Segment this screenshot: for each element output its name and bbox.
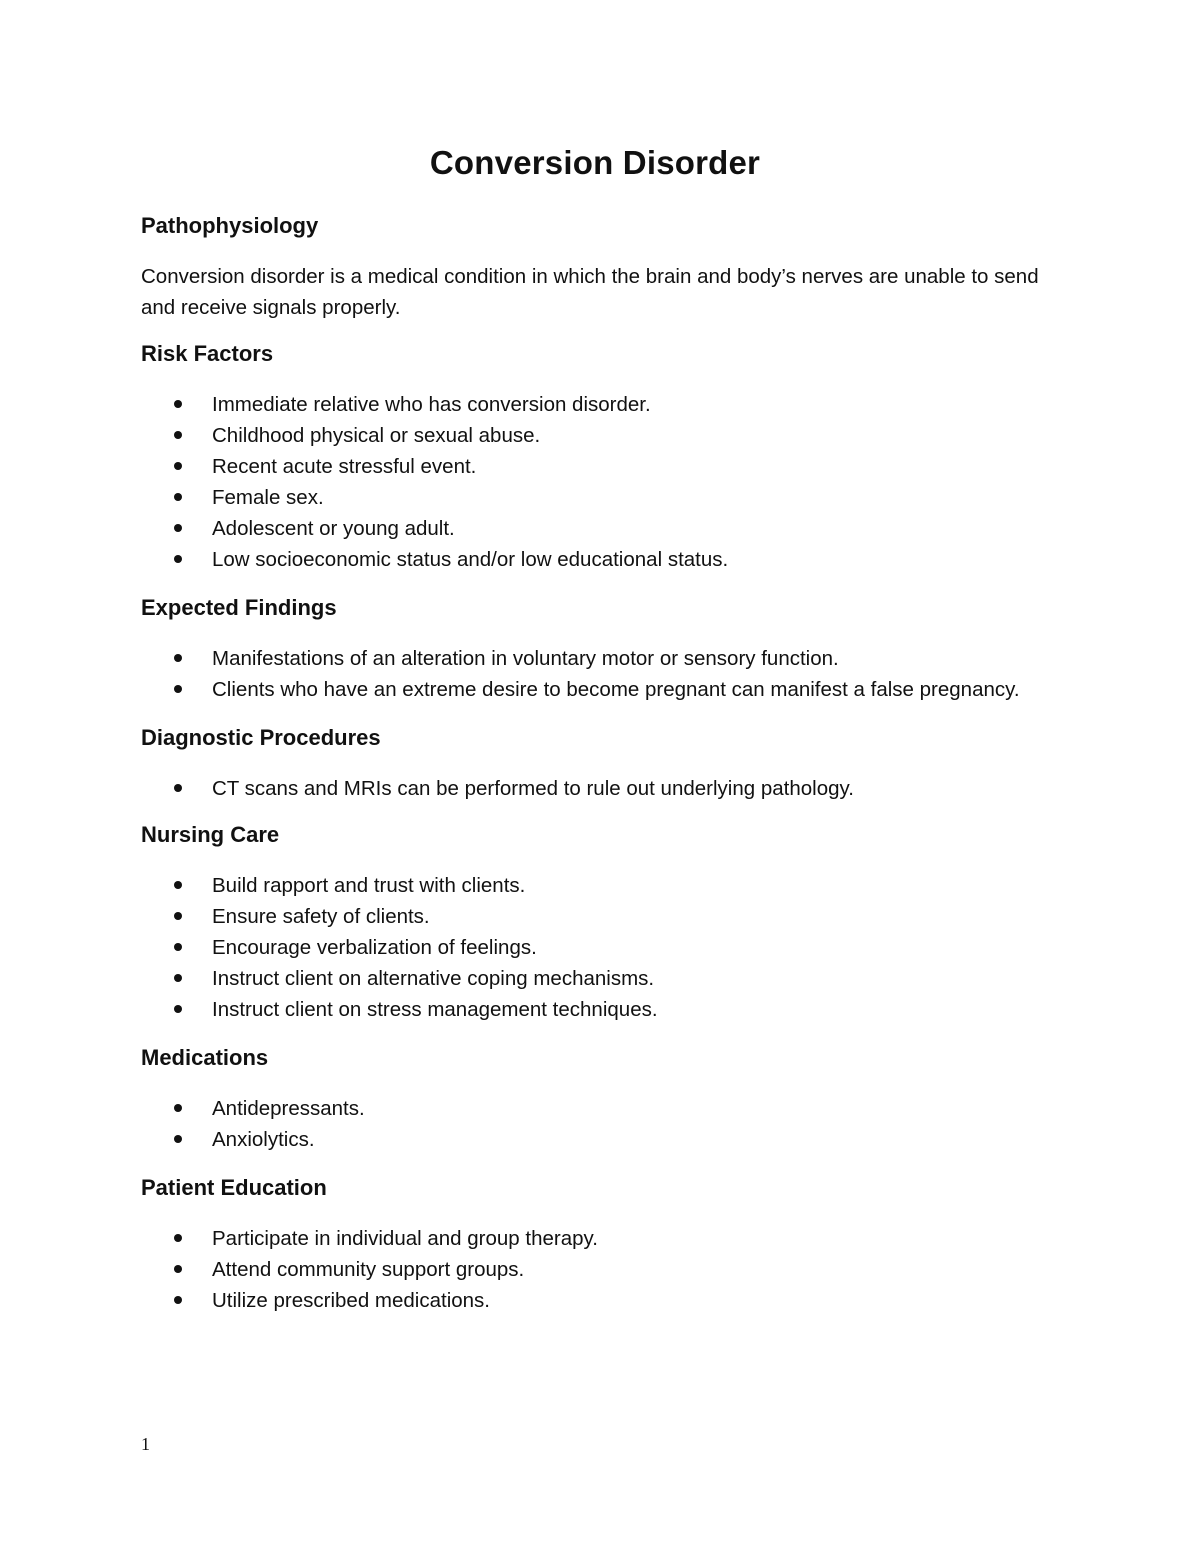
bullet-icon [174,1265,182,1273]
page-number: 1 [141,1434,150,1454]
bullet-icon [174,400,182,408]
list-item [141,773,854,804]
bullet-icon [174,1135,182,1143]
heading-diagnostic-procedures: Diagnostic Procedures [141,725,381,750]
list-item-text: Clients who have an extreme desire to become pregnant can manifest a false pregnancy. [212,678,1020,701]
list-item [141,1285,598,1316]
expected-findings-list [141,643,1020,705]
bullet-icon [174,974,182,982]
list-item [141,1254,598,1285]
list-item-text: Manifestations of an alteration in voluntary motor or sensory function. [212,647,839,670]
page-title: Conversion Disorder [429,144,761,181]
bullet-icon [174,1104,182,1112]
list-item [141,1223,598,1254]
list-item [141,389,728,420]
list-item [141,1093,365,1124]
list-item-text: Antidepressants. [212,1097,365,1120]
heading-pathophysiology: Pathophysiology [141,213,319,238]
pathophysiology-text: Conversion disorder is a medical condition in which the brain and body’s nerves are unable to send and receive signals properly. [141,265,1039,319]
list-item-text: Build rapport and trust with clients. [212,874,526,897]
list-item [141,932,658,963]
bullet-icon [174,1005,182,1013]
list-item-text: Ensure safety of clients. [212,905,430,928]
bullet-icon [174,431,182,439]
list-item-text: Recent acute stressful event. [212,455,477,478]
heading-expected-findings: Expected Findings [141,595,337,620]
list-item-text: Instruct client on alternative coping mechanisms. [212,967,655,990]
bullet-icon [174,493,182,501]
list-item-text: Instruct client on stress management techniques. [212,998,658,1021]
nursing-care-list [141,870,658,1025]
list-item-text: Attend community support groups. [212,1258,525,1281]
list-item [141,451,728,482]
bullet-icon [174,1234,182,1242]
list-item-text: Female sex. [212,486,324,509]
bullet-icon [174,881,182,889]
bullet-icon [174,1296,182,1304]
bullet-icon [174,784,182,792]
bullet-icon [174,943,182,951]
heading-medications: Medications [141,1045,269,1070]
list-item [141,513,728,544]
list-item [141,870,658,901]
bullet-icon [174,555,182,563]
list-item-text: CT scans and MRIs can be performed to rule out underlying pathology. [212,777,854,800]
bullet-icon [174,654,182,662]
list-item [141,643,1020,674]
list-item-text: Anxiolytics. [212,1128,315,1151]
list-item-text: Low socioeconomic status and/or low educational status. [212,548,729,571]
list-item [141,963,658,994]
heading-risk-factors: Risk Factors [141,341,274,366]
list-item-text: Adolescent or young adult. [212,517,455,540]
diagnostic-procedures-list [141,773,854,804]
heading-nursing-care: Nursing Care [141,822,280,847]
risk-factors-list [141,389,728,575]
list-item-text: Utilize prescribed medications. [212,1289,491,1312]
bullet-icon [174,462,182,470]
list-item-text: Immediate relative who has conversion disorder. [212,393,651,416]
list-item [141,482,728,513]
list-item [141,674,1020,705]
bullet-icon [174,912,182,920]
list-item-text: Childhood physical or sexual abuse. [212,424,541,447]
heading-patient-education: Patient Education [141,1175,327,1200]
list-item [141,1124,365,1155]
bullet-icon [174,685,182,693]
bullet-icon [174,524,182,532]
list-item-text: Participate in individual and group therapy. [212,1227,598,1250]
patient-education-list [141,1223,598,1316]
list-item [141,420,728,451]
list-item-text: Encourage verbalization of feelings. [212,936,537,959]
list-item [141,544,728,575]
medications-list [141,1093,365,1155]
list-item [141,901,658,932]
list-item [141,994,658,1025]
